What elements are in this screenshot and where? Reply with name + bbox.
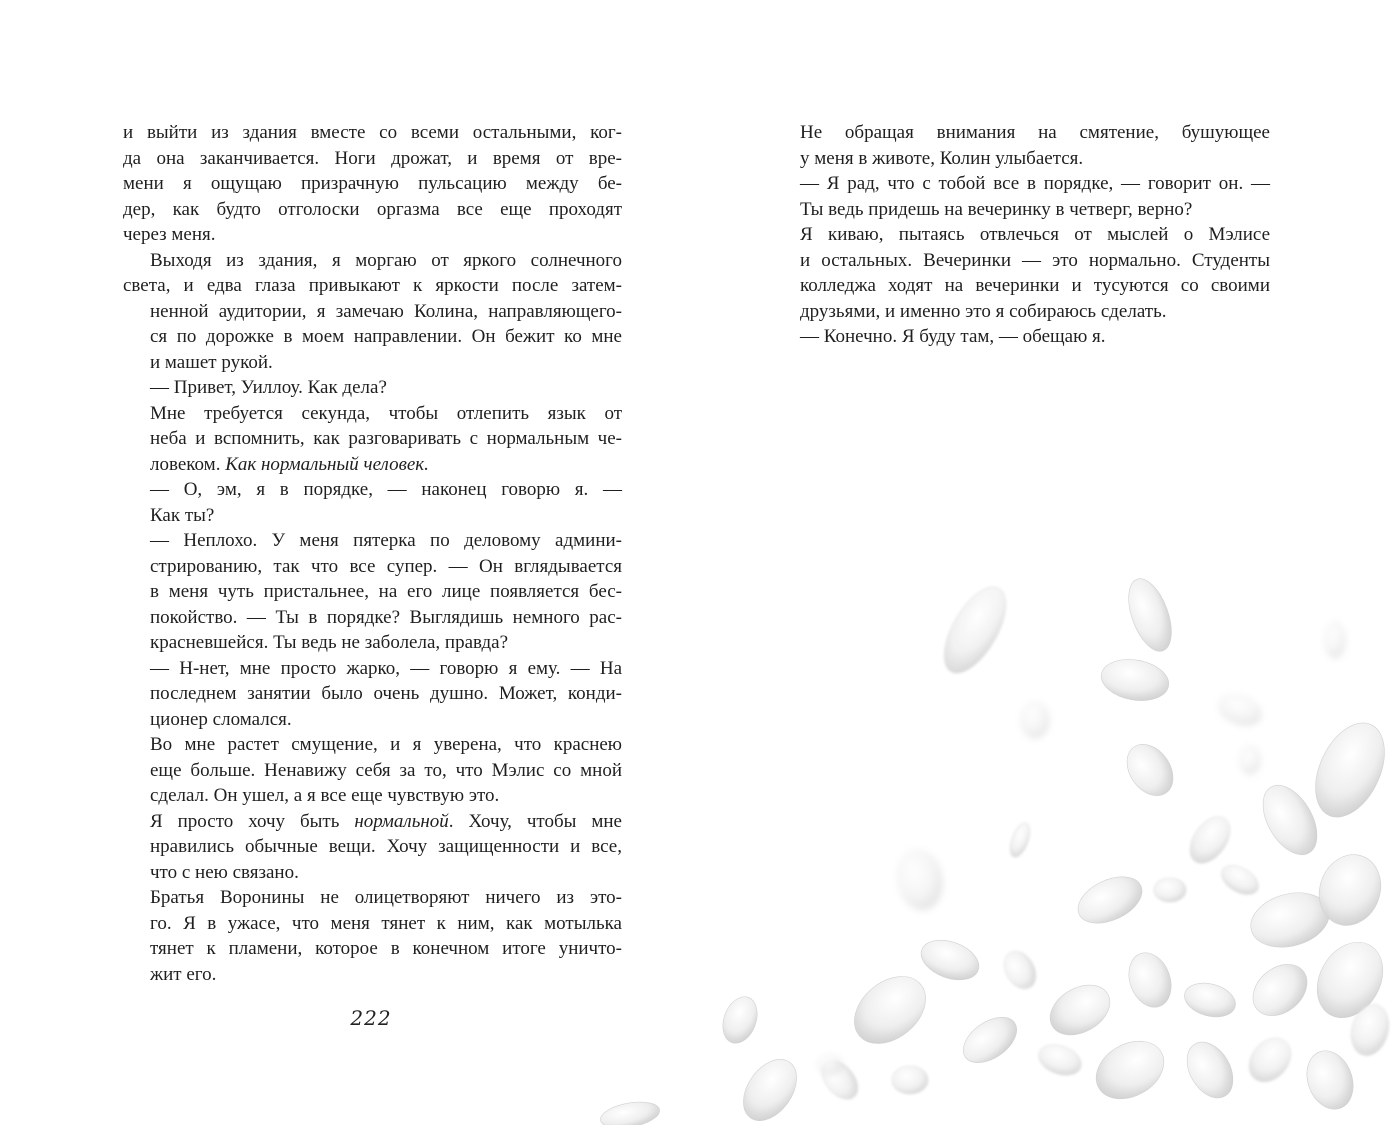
paragraph: Во мне растет смущение, и я уверена, что краснею еще больше. Ненавижу себя за то, что Мэлис со мной сделал. Он ушел, а я все еще чувствую это.: [150, 734, 622, 806]
left-page-text: [123, 120, 622, 987]
petal-icon: [818, 1055, 842, 1075]
petal-icon: [1241, 1030, 1299, 1090]
petal-icon: [1086, 1029, 1174, 1110]
petal-icon: [732, 1050, 807, 1125]
petal-icon: [1325, 622, 1345, 658]
petal-icon: [1178, 1034, 1243, 1106]
petal-icon: [598, 1098, 661, 1125]
petal-icon: [1215, 689, 1266, 730]
petal-icon: [893, 847, 947, 914]
petal-icon: [1154, 878, 1186, 902]
petal-icon: [1118, 736, 1183, 805]
petal-icon: [1182, 810, 1238, 871]
right-page-text: [773, 120, 1270, 350]
petal-icon: [916, 933, 985, 987]
petal-icon: [1120, 573, 1180, 657]
petal-icon: [717, 992, 763, 1048]
petal-icon: [1035, 1039, 1086, 1080]
petal-icon: [1243, 954, 1317, 1026]
petal-icon: [1181, 978, 1240, 1022]
italic-phrase: нормальной: [354, 810, 449, 832]
paragraph: Выходя из здания, я моргаю от яркого солнечного света, и едва глаза привыкают к яркости после затем- ненной аудитории, я замечаю Колина, направляющего- ся по дорожке в моем направлении. Он бежит ко мне и машет рукой.: [123, 249, 622, 373]
paragraph: — Конечно. Я буду там, — обещаю я.: [800, 326, 1106, 347]
paragraph: Не обращая внимания на смятение, бушующее у меня в животе, Колин улыбается.: [800, 122, 1270, 169]
petal-icon: [841, 963, 938, 1057]
petal-icon: [892, 1066, 928, 1094]
paragraph: и выйти из здания вместе со всеми остальными, ког- да она заканчивается. Ноги дрожат, и время от вре- мени я ощущаю призрачную пульсацию между бе- дер, как будто отголоски оргазма все еще проходят через меня.: [123, 122, 622, 245]
paragraph: Братья Воронины не олицетворяют ничего из это- го. Я в ужасе, что меня тянет к ним, как мотылька тянет к пламени, которое в конечном итоге уничто- жит его.: [150, 887, 622, 985]
petal-group: [598, 573, 1393, 1125]
falling-petals-illustration-icon: [590, 560, 1393, 1125]
paragraph: Я киваю, пытаясь отвлечься от мыслей о Мэлисе и остальных. Вечеринки — это нормально. Студенты колледжа ходят на вечеринки и тусуются со своими друзьями, и именно это я собираюсь сделать.: [800, 224, 1270, 322]
petal-icon: [1071, 868, 1150, 933]
petal-icon: [955, 1008, 1025, 1072]
paragraph: — Я рад, что с тобой все в порядке, — говорит он. — Ты ведь придешь на вечеринку в четверг, верно?: [800, 173, 1270, 220]
paragraph: Мне требуется секунда, чтобы отлепить язык от неба и вспомнить, как разговаривать с нормальным че- ловеком. Как нормальный человек.: [150, 402, 622, 475]
petal-icon: [1299, 1044, 1361, 1115]
petal-icon: [1240, 746, 1260, 774]
paragraph: — Привет, Уиллоу. Как дела?: [150, 377, 387, 398]
paragraph: Я просто хочу быть нормальной. Хочу, чтобы мне нравились обычные вещи. Хочу защищенности и все, что с нею связано.: [150, 810, 622, 883]
petal-icon: [1302, 712, 1393, 828]
paragraph: — Н-нет, мне просто жарко, — говорю я ему. — На последнем занятии было очень душно. Может, конди- ционер сломался.: [150, 657, 622, 730]
italic-phrase: Как нормальный человек.: [225, 453, 429, 475]
petal-icon: [1217, 860, 1264, 901]
petal-icon: [1006, 820, 1033, 859]
paragraph: — Неплохо. У меня пятерка по деловому админи- стрированию, так что все супер. — Он вглядывается в меня чуть пристальнее, на его лице появляется бес- покойство. — Ты в порядке? Выглядишь немного рас- красневшейся. Ты ведь не заболела, правда?: [150, 530, 622, 653]
petal-icon: [998, 946, 1042, 995]
paragraph: — О, эм, я в порядке, — наконец говорю я. — Как ты?: [150, 479, 622, 526]
petal-icon: [1098, 654, 1172, 705]
petal-icon: [932, 577, 1018, 682]
petal-icon: [1122, 947, 1179, 1013]
petal-icon: [1021, 702, 1049, 738]
petal-icon: [1041, 975, 1118, 1045]
page-number: 222: [350, 1006, 392, 1030]
